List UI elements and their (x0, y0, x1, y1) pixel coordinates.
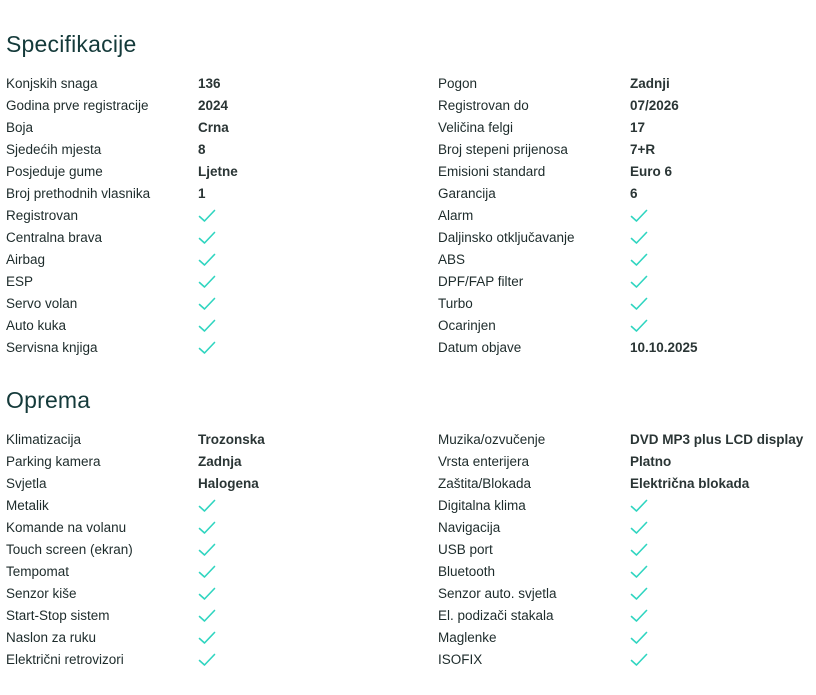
spec-value-check (198, 517, 216, 539)
spec-row (0, 337, 816, 359)
spec-label: Sjedećih mjesta (6, 142, 102, 157)
spec-row (0, 73, 816, 95)
spec-label: Parking kamera (6, 454, 101, 469)
spec-value: 07/2026 (630, 98, 679, 113)
spec-label: Metalik (6, 498, 49, 513)
checkmark-icon (630, 275, 648, 289)
spec-value: 17 (630, 120, 646, 135)
checkmark-icon (198, 609, 216, 623)
spec-label: Tempomat (6, 564, 70, 579)
spec-label: Vrsta enterijera (438, 454, 530, 469)
spec-row (0, 451, 816, 473)
spec-row (0, 293, 816, 315)
checkmark-icon (630, 565, 648, 579)
spec-label: Touch screen (ekran) (6, 542, 133, 557)
checkmark-icon (198, 543, 216, 557)
checkmark-icon (198, 319, 216, 333)
spec-value: Euro 6 (630, 164, 673, 179)
spec-label: Konjskih snaga (6, 76, 98, 91)
spec-row (0, 429, 816, 451)
spec-value: 2024 (198, 98, 229, 113)
spec-value-check (198, 583, 216, 605)
spec-label: Električni retrovizori (6, 652, 124, 667)
spec-value-check (198, 605, 216, 627)
spec-label: ESP (6, 274, 34, 289)
spec-value: Crna (198, 120, 229, 135)
spec-label: DPF/FAP filter (438, 274, 524, 289)
spec-label: Muzika/ozvučenje (438, 432, 546, 447)
spec-row (0, 205, 816, 227)
spec-label: Garancija (438, 186, 496, 201)
oprema-list (0, 429, 816, 671)
spec-label: Turbo (438, 296, 473, 311)
spec-value-check (630, 249, 648, 271)
spec-label: Bluetooth (438, 564, 496, 579)
spec-row (0, 605, 816, 627)
spec-value: Platno (630, 454, 672, 469)
spec-value: Trozonska (198, 432, 265, 447)
checkmark-icon (630, 653, 648, 667)
spec-value-check (630, 605, 648, 627)
spec-value-check (198, 315, 216, 337)
spec-value: Električna blokada (630, 476, 750, 491)
spec-label: Alarm (438, 208, 474, 223)
spec-label: Start-Stop sistem (6, 608, 110, 623)
spec-row (0, 649, 816, 671)
spec-label: Zaštita/Blokada (438, 476, 532, 491)
specifikacije-list (0, 73, 816, 359)
checkmark-icon (198, 587, 216, 601)
spec-label: Ocarinjen (438, 318, 496, 333)
spec-label: Daljinsko otključavanje (438, 230, 575, 245)
section-title-oprema: Oprema (6, 387, 91, 413)
spec-value-check (198, 561, 216, 583)
spec-label: Senzor auto. svjetla (438, 586, 557, 601)
checkmark-icon (630, 631, 648, 645)
spec-value: 8 (198, 142, 206, 157)
spec-label: Godina prve registracije (6, 98, 149, 113)
checkmark-icon (198, 209, 216, 223)
spec-value: 10.10.2025 (630, 340, 698, 355)
checkmark-icon (630, 543, 648, 557)
spec-row (0, 139, 816, 161)
checkmark-icon (198, 521, 216, 535)
spec-label: Posjeduje gume (6, 164, 103, 179)
checkmark-icon (198, 231, 216, 245)
checkmark-icon (198, 565, 216, 579)
spec-row (0, 249, 816, 271)
spec-value-check (198, 227, 216, 249)
checkmark-icon (630, 253, 648, 267)
spec-value-check (630, 205, 648, 227)
spec-value: Ljetne (198, 164, 238, 179)
spec-label: Klimatizacija (6, 432, 82, 447)
checkmark-icon (630, 319, 648, 333)
spec-row (0, 495, 816, 517)
checkmark-icon (630, 297, 648, 311)
checkmark-icon (198, 275, 216, 289)
spec-value-check (630, 539, 648, 561)
checkmark-icon (198, 631, 216, 645)
checkmark-icon (198, 341, 216, 355)
spec-label: Komande na volanu (6, 520, 127, 535)
spec-value-check (630, 495, 648, 517)
section-title-specifikacije: Specifikacije (6, 31, 137, 57)
checkmark-icon (630, 521, 648, 535)
checkmark-icon (198, 253, 216, 267)
spec-row (0, 517, 816, 539)
spec-label: Pogon (438, 76, 478, 91)
spec-row (0, 627, 816, 649)
spec-label: Servisna knjiga (6, 340, 98, 355)
spec-label: Airbag (6, 252, 46, 267)
checkmark-icon (630, 209, 648, 223)
spec-value-check (198, 649, 216, 671)
spec-value: Zadnja (198, 454, 242, 469)
spec-value: 136 (198, 76, 221, 91)
checkmark-icon (198, 297, 216, 311)
spec-row (0, 271, 816, 293)
spec-label: Registrovan do (438, 98, 529, 113)
checkmark-icon (630, 499, 648, 513)
spec-value-check (198, 495, 216, 517)
spec-value: Halogena (198, 476, 259, 491)
spec-value: 6 (630, 186, 638, 201)
spec-label: Digitalna klima (438, 498, 526, 513)
checkmark-icon (630, 609, 648, 623)
spec-value-check (630, 315, 648, 337)
spec-label: Centralna brava (6, 230, 103, 245)
spec-value-check (630, 583, 648, 605)
spec-value-check (630, 627, 648, 649)
spec-label: Naslon za ruku (6, 630, 97, 645)
spec-value: Zadnji (630, 76, 670, 91)
checkmark-icon (630, 231, 648, 245)
spec-value-check (198, 205, 216, 227)
spec-value-check (198, 627, 216, 649)
spec-row (0, 539, 816, 561)
spec-value-check (630, 517, 648, 539)
spec-row (0, 161, 816, 183)
spec-label: Maglenke (438, 630, 497, 645)
spec-label: Senzor kiše (6, 586, 77, 601)
spec-label: Datum objave (438, 340, 522, 355)
spec-row (0, 227, 816, 249)
spec-row (0, 315, 816, 337)
spec-label: ABS (438, 252, 466, 267)
spec-row (0, 561, 816, 583)
spec-value-check (630, 293, 648, 315)
checkmark-icon (198, 653, 216, 667)
spec-label: Veličina felgi (438, 120, 514, 135)
spec-row (0, 117, 816, 139)
spec-label: Emisioni standard (438, 164, 546, 179)
spec-value-check (198, 539, 216, 561)
spec-row (0, 473, 816, 495)
spec-label: ISOFIX (438, 652, 483, 667)
spec-label: Broj stepeni prijenosa (438, 142, 568, 157)
checkmark-icon (198, 499, 216, 513)
spec-label: El. podizači stakala (438, 608, 554, 623)
checkmark-icon (630, 587, 648, 601)
spec-row (0, 95, 816, 117)
spec-label: Registrovan (6, 208, 79, 223)
spec-value: DVD MP3 plus LCD display (630, 432, 804, 447)
spec-label: Auto kuka (6, 318, 67, 333)
spec-row (0, 583, 816, 605)
spec-value-check (630, 271, 648, 293)
spec-label: Broj prethodnih vlasnika (6, 186, 151, 201)
spec-value-check (198, 249, 216, 271)
spec-label: Navigacija (438, 520, 501, 535)
spec-label: USB port (438, 542, 493, 557)
spec-label: Servo volan (6, 296, 78, 311)
spec-value-check (630, 649, 648, 671)
spec-value: 7+R (630, 142, 656, 157)
spec-value: 1 (198, 186, 206, 201)
spec-value-check (198, 271, 216, 293)
spec-label: Svjetla (6, 476, 47, 491)
spec-value-check (630, 227, 648, 249)
spec-label: Boja (6, 120, 34, 135)
spec-row (0, 183, 816, 205)
spec-value-check (198, 337, 216, 359)
spec-value-check (630, 561, 648, 583)
spec-value-check (198, 293, 216, 315)
